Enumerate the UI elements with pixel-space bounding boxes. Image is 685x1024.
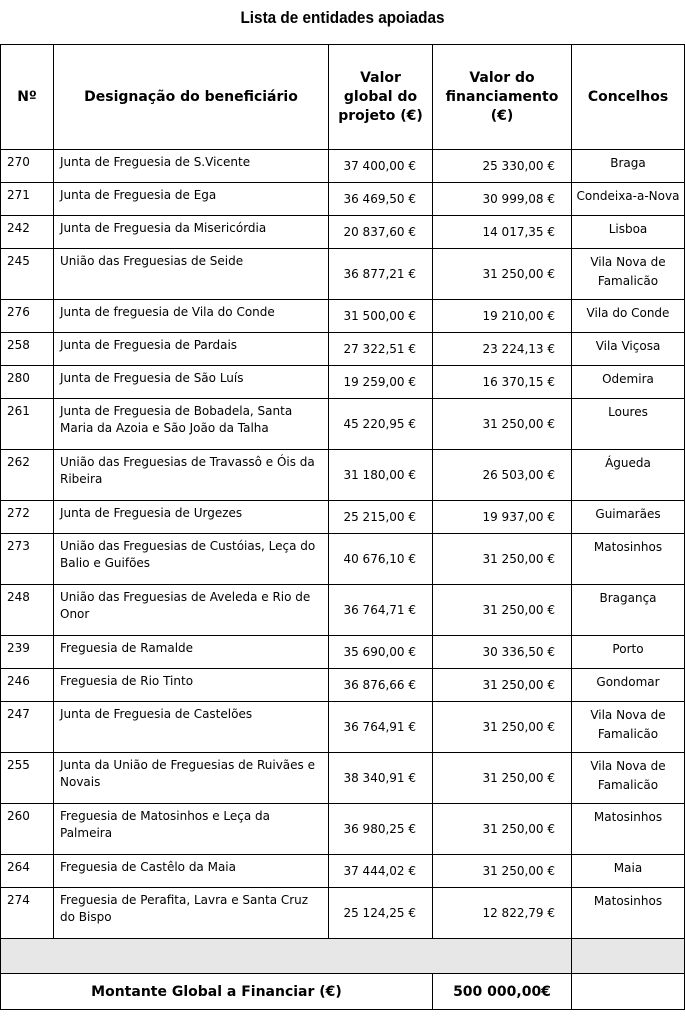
row-concelho: Maia xyxy=(572,855,685,888)
row-value-financing: 25 330,00 € xyxy=(433,150,572,183)
row-value-global: 36 764,71 € xyxy=(329,585,433,636)
row-num: 246 xyxy=(1,669,54,702)
row-name: Junta de Freguesia de Bobadela, Santa Maria da Azoia e São João da Talha xyxy=(54,399,329,450)
beneficiaries-table xyxy=(0,44,685,1010)
row-value-global: 37 400,00 € xyxy=(329,150,433,183)
table-row xyxy=(1,753,685,804)
row-name: União das Freguesias de Seide xyxy=(54,249,329,300)
row-name: Junta de Freguesia de São Luís xyxy=(54,366,329,399)
row-num: 255 xyxy=(1,753,54,804)
table-row xyxy=(1,450,685,501)
header-num: Nº xyxy=(1,45,54,150)
row-concelho: Gondomar xyxy=(572,669,685,702)
row-concelho: Loures xyxy=(572,399,685,450)
blank-row xyxy=(1,939,685,974)
row-concelho: Vila Viçosa xyxy=(572,333,685,366)
row-name: Freguesia de Matosinhos e Leça da Palmeira xyxy=(54,804,329,855)
row-value-financing: 31 250,00 € xyxy=(433,702,572,753)
table-header-row xyxy=(1,45,685,150)
header-value-global: Valor global do projeto (€) xyxy=(329,45,433,150)
row-value-global: 37 444,02 € xyxy=(329,855,433,888)
row-num: 239 xyxy=(1,636,54,669)
header-name: Designação do beneficiário xyxy=(54,45,329,150)
row-concelho: Águeda xyxy=(572,450,685,501)
row-value-global: 27 322,51 € xyxy=(329,333,433,366)
row-name: Junta de Freguesia de S.Vicente xyxy=(54,150,329,183)
row-value-global: 40 676,10 € xyxy=(329,534,433,585)
row-concelho: Vila do Conde xyxy=(572,300,685,333)
total-row xyxy=(1,974,685,1010)
row-num: 245 xyxy=(1,249,54,300)
row-num: 242 xyxy=(1,216,54,249)
row-value-global: 36 877,21 € xyxy=(329,249,433,300)
row-value-financing: 30 336,50 € xyxy=(433,636,572,669)
table-row xyxy=(1,150,685,183)
table-row xyxy=(1,888,685,939)
row-value-financing: 16 370,15 € xyxy=(433,366,572,399)
row-name: União das Freguesias de Travassô e Óis da Ribeira xyxy=(54,450,329,501)
row-value-financing: 31 250,00 € xyxy=(433,249,572,300)
row-value-financing: 31 250,00 € xyxy=(433,855,572,888)
row-value-global: 19 259,00 € xyxy=(329,366,433,399)
table-row xyxy=(1,636,685,669)
row-value-financing: 31 250,00 € xyxy=(433,669,572,702)
row-num: 247 xyxy=(1,702,54,753)
row-value-global: 20 837,60 € xyxy=(329,216,433,249)
table-row xyxy=(1,216,685,249)
total-value: 500 000,00€ xyxy=(433,974,572,1010)
row-value-financing: 31 250,00 € xyxy=(433,804,572,855)
row-value-global: 25 124,25 € xyxy=(329,888,433,939)
blank-cell xyxy=(572,939,685,974)
row-concelho: Braga xyxy=(572,150,685,183)
table-row xyxy=(1,300,685,333)
row-value-financing: 31 250,00 € xyxy=(433,534,572,585)
row-num: 264 xyxy=(1,855,54,888)
row-name: Junta de Freguesia de Ega xyxy=(54,183,329,216)
page-title: Lista de entidades apoiadas xyxy=(240,8,445,27)
row-num: 271 xyxy=(1,183,54,216)
row-num: 273 xyxy=(1,534,54,585)
row-concelho: Porto xyxy=(572,636,685,669)
table-body xyxy=(1,150,685,939)
total-empty-cell xyxy=(572,974,685,1010)
row-value-global: 35 690,00 € xyxy=(329,636,433,669)
row-concelho: Bragança xyxy=(572,585,685,636)
row-value-financing: 14 017,35 € xyxy=(433,216,572,249)
table-row xyxy=(1,399,685,450)
row-value-global: 31 180,00 € xyxy=(329,450,433,501)
row-value-global: 36 469,50 € xyxy=(329,183,433,216)
row-name: Junta de Freguesia da Misericórdia xyxy=(54,216,329,249)
row-value-financing: 23 224,13 € xyxy=(433,333,572,366)
row-concelho: Condeixa-a-Nova xyxy=(572,183,685,216)
row-value-financing: 31 250,00 € xyxy=(433,399,572,450)
table-row xyxy=(1,183,685,216)
total-label: Montante Global a Financiar (€) xyxy=(1,974,433,1010)
row-value-global: 36 980,25 € xyxy=(329,804,433,855)
row-name: União das Freguesias de Aveleda e Rio de Onor xyxy=(54,585,329,636)
row-concelho: Vila Nova de Famalicão xyxy=(572,753,685,804)
blank-cell xyxy=(1,939,572,974)
row-name: Freguesia de Ramalde xyxy=(54,636,329,669)
table-row xyxy=(1,702,685,753)
table-row xyxy=(1,249,685,300)
table-row xyxy=(1,333,685,366)
row-concelho: Lisboa xyxy=(572,216,685,249)
row-num: 258 xyxy=(1,333,54,366)
row-value-financing: 26 503,00 € xyxy=(433,450,572,501)
table-row xyxy=(1,855,685,888)
row-value-financing: 19 210,00 € xyxy=(433,300,572,333)
table-row xyxy=(1,804,685,855)
table-row xyxy=(1,669,685,702)
row-name: Junta de freguesia de Vila do Conde xyxy=(54,300,329,333)
header-concelhos: Concelhos xyxy=(572,45,685,150)
row-num: 262 xyxy=(1,450,54,501)
row-name: Junta de Freguesia de Urgezes xyxy=(54,501,329,534)
row-concelho: Matosinhos xyxy=(572,888,685,939)
row-value-global: 36 764,91 € xyxy=(329,702,433,753)
row-num: 276 xyxy=(1,300,54,333)
row-num: 274 xyxy=(1,888,54,939)
row-concelho: Guimarães xyxy=(572,501,685,534)
row-concelho: Vila Nova de Famalicão xyxy=(572,249,685,300)
row-value-financing: 31 250,00 € xyxy=(433,585,572,636)
row-name: União das Freguesias de Custóias, Leça do Balio e Guifões xyxy=(54,534,329,585)
row-num: 261 xyxy=(1,399,54,450)
row-num: 270 xyxy=(1,150,54,183)
row-name: Freguesia de Rio Tinto xyxy=(54,669,329,702)
row-value-global: 31 500,00 € xyxy=(329,300,433,333)
table-row xyxy=(1,366,685,399)
row-value-financing: 12 822,79 € xyxy=(433,888,572,939)
row-value-global: 45 220,95 € xyxy=(329,399,433,450)
row-name: Junta de Freguesia de Pardais xyxy=(54,333,329,366)
row-value-financing: 30 999,08 € xyxy=(433,183,572,216)
row-value-global: 36 876,66 € xyxy=(329,669,433,702)
row-name: Junta da União de Freguesias de Ruivães e Novais xyxy=(54,753,329,804)
row-num: 272 xyxy=(1,501,54,534)
header-value-financing: Valor do financiamento (€) xyxy=(433,45,572,150)
row-name: Freguesia de Perafita, Lavra e Santa Cruz do Bispo xyxy=(54,888,329,939)
row-num: 280 xyxy=(1,366,54,399)
row-name: Freguesia de Castêlo da Maia xyxy=(54,855,329,888)
row-value-global: 25 215,00 € xyxy=(329,501,433,534)
table-row xyxy=(1,585,685,636)
table-row xyxy=(1,501,685,534)
row-concelho: Matosinhos xyxy=(572,534,685,585)
row-value-financing: 31 250,00 € xyxy=(433,753,572,804)
row-value-financing: 19 937,00 € xyxy=(433,501,572,534)
row-name: Junta de Freguesia de Castelões xyxy=(54,702,329,753)
row-num: 248 xyxy=(1,585,54,636)
row-concelho: Odemira xyxy=(572,366,685,399)
row-concelho: Matosinhos xyxy=(572,804,685,855)
row-value-global: 38 340,91 € xyxy=(329,753,433,804)
table-row xyxy=(1,534,685,585)
row-num: 260 xyxy=(1,804,54,855)
row-concelho: Vila Nova de Famalicão xyxy=(572,702,685,753)
